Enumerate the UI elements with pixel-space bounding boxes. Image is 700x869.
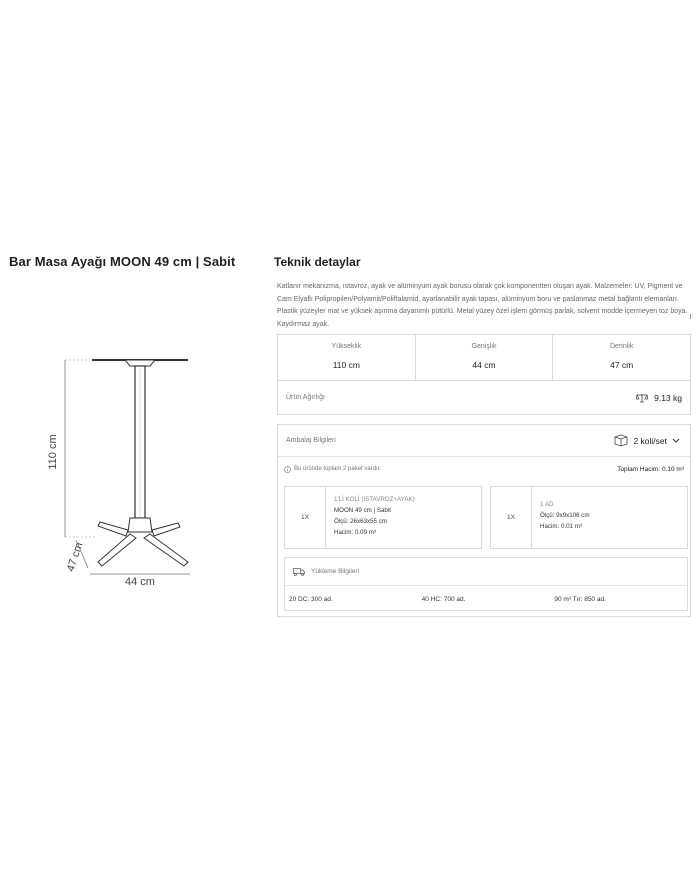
loading-panel [284,557,688,611]
loading-item: 90 m³ Tır: 850 ad. [554,595,606,603]
package-volume: Hacim: 0.01 m³ [540,523,582,530]
product-drawing [40,340,240,600]
scale-icon [636,393,648,403]
weight-value-group [636,393,682,403]
dimension-value: 44 cm [472,360,496,370]
packaging-note [284,466,617,473]
loading-items [285,586,687,612]
packaging-count: 2 koli/set [633,435,667,446]
loading-item: 20 DC: 300 ad. [289,595,333,603]
product-title: Bar Masa Ayağı MOON 49 cm | Sabit [9,254,236,269]
package-product: MOON 49 cm | Sabit [334,507,391,514]
package-name: 1'Lİ KOLİ (ISTAVROZ+AYAK) [334,496,415,503]
packaging-panel [277,424,691,617]
package-list [284,486,688,549]
dimension-width [416,335,554,380]
package-card [490,486,688,549]
dimension-label: Genişlik [471,343,497,350]
chevron-down-icon [672,438,680,444]
loading-item: 40 HC: 700 ad. [421,595,466,603]
package-size: Ölçü: 9x9x106 cm [540,512,590,519]
package-details [532,487,598,548]
dimension-depth [553,335,690,380]
box-icon [614,434,628,447]
dimension-value: 47 cm [610,360,634,370]
width-dimension-label: 44 cm [125,576,155,588]
weight-value: 9.13 kg [654,392,682,403]
loading-header [285,558,687,586]
weight-row [277,381,691,415]
package-quantity: 1X [491,487,532,548]
dimension-label: Derinlik [610,343,634,350]
package-quantity: 1X [285,487,326,548]
package-name: 1 AD. [540,501,556,508]
product-description: Katlanır mekanizma, ıstavroz, ayak ve alüminyum ayak borusu olarak çok komponentten oluşan ayak. Malzemeler: UV, Pigment ve Cam Elyaflı Polipropilen/Polyamit/Poliftalamid, ayarlanabilir ayak tapası, alüminyum boru ve paslanmaz metal bağlantı elemanları. Plastik yüzeyler mat ve yüksek aşınma dayanımlı pütürlü. Metal yüzey özel işlem görmüş parlak, solvent modde içermeyen toz boya. Kaydırmaz ayak. [277,283,688,328]
packaging-info-row [278,457,690,481]
package-card [284,486,482,549]
dimension-height [278,335,416,380]
package-size: Ölçü: 26x63x55 cm [334,518,387,525]
dimension-value: 110 cm [332,360,360,370]
info-icon [284,466,291,473]
truck-icon [293,568,305,576]
loading-title: Yükleme Bilgileri [311,568,360,575]
weight-label: Ürün Ağırlığı [286,394,325,401]
packaging-count-dropdown[interactable] [614,434,680,447]
section-title: Teknik detaylar [274,255,361,269]
packaging-title: Ambalaj Bilgileri [286,437,336,444]
packaging-header[interactable] [278,425,690,457]
package-details [326,487,423,548]
packaging-note-text: Bu üründe toplam 2 paket vardır. [294,466,382,472]
dimension-label: Yükseklik [331,343,362,350]
packaging-total-volume: Toplam Hacim: 0.10 m³ [617,465,684,473]
dimensions-grid [277,334,691,381]
package-volume: Hacim: 0.09 m³ [334,529,376,536]
depth-dimension-label: 47 cm [64,540,86,574]
scrollbar-mark [690,314,691,319]
height-dimension-label: 110 cm [47,434,59,470]
